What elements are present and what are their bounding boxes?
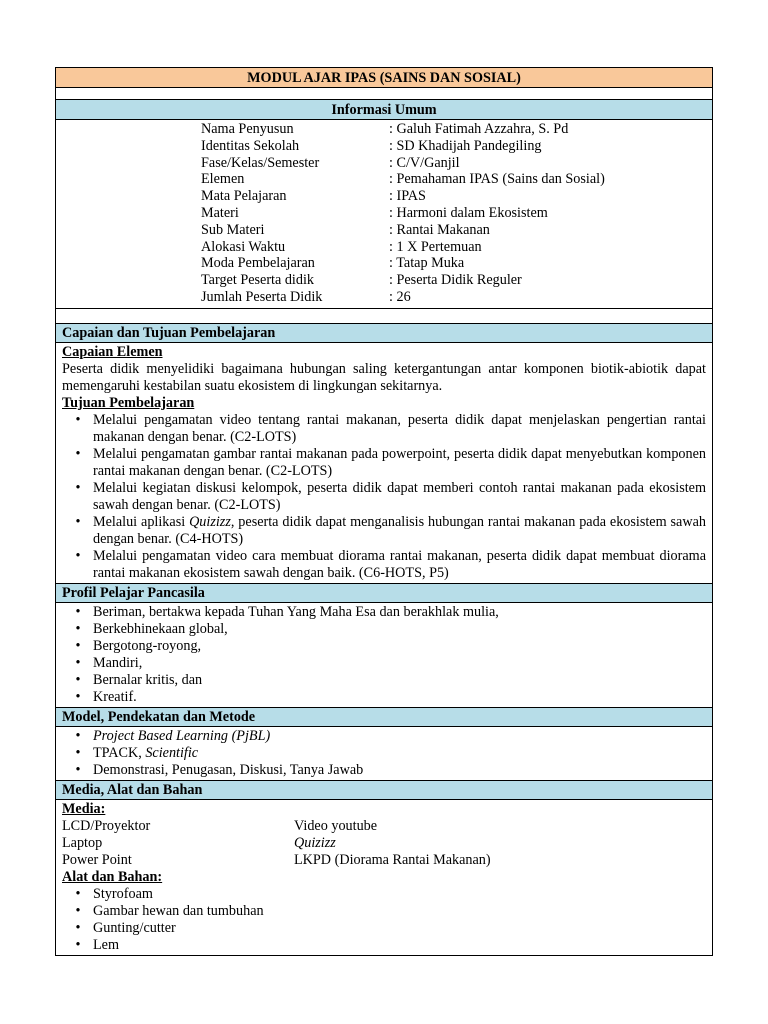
- list-item: • Berkebhinekaan global,: [62, 621, 706, 638]
- bullet-icon: •: [75, 936, 81, 953]
- tujuan-list: [62, 412, 706, 582]
- list-item: • Lem: [62, 937, 706, 954]
- list-item: • Demonstrasi, Penugasan, Diskusi, Tanya Jawab: [62, 762, 706, 779]
- tujuan-heading: Tujuan Pembelajaran: [62, 394, 195, 411]
- bullet-icon: •: [75, 727, 81, 744]
- info-value: : Rantai Makanan: [389, 221, 490, 238]
- spacer-row: [56, 88, 712, 100]
- info-key: Sub Materi: [201, 221, 265, 238]
- bullet-icon: •: [75, 603, 81, 620]
- list-item: • TPACK, Scientific: [62, 745, 706, 762]
- media-subheading: Media:: [62, 800, 106, 817]
- list-item: • Gunting/cutter: [62, 920, 706, 937]
- info-row: [56, 289, 712, 306]
- bullet-icon: •: [75, 654, 81, 671]
- info-value: : IPAS: [389, 188, 426, 205]
- media-item: LKPD (Diorama Rantai Makanan): [294, 851, 491, 868]
- info-value: : Peserta Didik Reguler: [389, 272, 522, 289]
- bullet-icon: •: [75, 671, 81, 688]
- info-row: [56, 222, 712, 239]
- bullet-icon: •: [75, 513, 81, 530]
- info-umum-heading: Informasi Umum: [56, 100, 712, 120]
- info-row: [56, 239, 712, 256]
- capaian-elemen-heading: Capaian Elemen: [62, 343, 163, 360]
- list-item: • Melalui pengamatan video cara membuat diorama rantai makanan, peserta didik dapat membuat diorama rantai makanan ekosistem sawah dengan baik. (C6-HOTS, P5): [62, 548, 706, 582]
- list-item: • Mandiri,: [62, 655, 706, 672]
- info-key: Mata Pelajaran: [201, 188, 287, 205]
- alat-bahan-list: [62, 886, 706, 954]
- bullet-icon: •: [75, 885, 81, 902]
- bullet-icon: •: [75, 688, 81, 705]
- info-value: : Galuh Fatimah Azzahra, S. Pd: [389, 121, 569, 137]
- list-item: • Kreatif.: [62, 689, 706, 706]
- media-item: Video youtube: [294, 817, 378, 834]
- info-value: : 1 X Pertemuan: [389, 238, 482, 255]
- spacer-row: [56, 309, 712, 324]
- info-value: : Tatap Muka: [389, 255, 465, 272]
- module-table: [55, 67, 713, 956]
- media-item: Quizizz: [294, 834, 336, 851]
- model-section: [56, 727, 712, 781]
- list-item: • Bergotong-royong,: [62, 638, 706, 655]
- alat-bahan-heading: Alat dan Bahan:: [62, 868, 163, 885]
- list-item: • Melalui pengamatan gambar rantai makanan pada powerpoint, peserta didik dapat menyebutkan komponen rantai makanan dengan benar. (C2-LOTS): [62, 446, 706, 480]
- info-value: : SD Khadijah Pandegiling: [389, 137, 542, 154]
- media-item: Laptop: [62, 834, 103, 851]
- info-key: Elemen: [201, 171, 245, 188]
- list-item: • Beriman, bertakwa kepada Tuhan Yang Maha Esa dan berakhlak mulia,: [62, 604, 706, 621]
- info-row: [56, 255, 712, 272]
- model-heading: Model, Pendekatan dan Metode: [56, 708, 712, 727]
- media-heading: Media, Alat dan Bahan: [56, 781, 712, 800]
- capaian-section: [56, 343, 712, 584]
- info-key: Moda Pembelajaran: [201, 255, 315, 272]
- info-row: [56, 188, 712, 205]
- bullet-icon: •: [75, 547, 81, 564]
- profil-list: [62, 604, 706, 706]
- bullet-icon: •: [75, 620, 81, 637]
- info-key: Fase/Kelas/Semester: [201, 154, 320, 171]
- info-key: Target Peserta didik: [201, 272, 315, 289]
- info-value: : 26: [389, 288, 411, 305]
- module-title: MODUL AJAR IPAS (SAINS DAN SOSIAL): [56, 68, 712, 88]
- list-item: • Melalui kegiatan diskusi kelompok, peserta didik dapat memberi contoh rantai makanan pada ekosistem sawah dengan benar. (C2-LOTS): [62, 480, 706, 514]
- info-key: Alokasi Waktu: [201, 238, 286, 255]
- info-key: Identitas Sekolah: [201, 137, 300, 154]
- profil-section: [56, 603, 712, 708]
- profil-heading: Profil Pelajar Pancasila: [56, 584, 712, 603]
- info-row: [56, 155, 712, 172]
- info-value: : C/V/Ganjil: [389, 154, 460, 171]
- bullet-icon: •: [75, 411, 81, 428]
- info-row: [56, 171, 712, 188]
- bullet-icon: •: [75, 919, 81, 936]
- list-item: • Project Based Learning (PjBL): [62, 728, 706, 745]
- media-grid: [62, 818, 706, 869]
- info-value: : Harmoni dalam Ekosistem: [389, 204, 548, 221]
- bullet-icon: •: [75, 479, 81, 496]
- list-item: • Melalui aplikasi Quizizz, peserta didik dapat menganalisis hubungan rantai makanan pada ekosistem sawah dengan benar. (C4-HOTS): [62, 514, 706, 548]
- bullet-icon: •: [75, 637, 81, 654]
- list-item: • Melalui pengamatan video tentang rantai makanan, peserta didik dapat menjelaskan pengertian rantai makanan dengan benar. (C2-LOTS): [62, 412, 706, 446]
- media-section: [56, 800, 712, 955]
- list-item: • Styrofoam: [62, 886, 706, 903]
- info-key: Jumlah Peserta Didik: [201, 288, 323, 305]
- info-row: [56, 205, 712, 222]
- info-umum-table: [56, 120, 712, 309]
- media-item: Power Point: [62, 851, 132, 868]
- bullet-icon: •: [75, 902, 81, 919]
- bullet-icon: •: [75, 761, 81, 778]
- info-key: Nama Penyusun: [201, 121, 294, 137]
- info-row: [56, 138, 712, 155]
- info-row: [56, 121, 712, 138]
- info-row: [56, 272, 712, 289]
- info-value: : Pemahaman IPAS (Sains dan Sosial): [389, 171, 605, 188]
- capaian-heading: Capaian dan Tujuan Pembelajaran: [56, 324, 712, 343]
- list-item: • Bernalar kritis, dan: [62, 672, 706, 689]
- model-list: [62, 728, 706, 779]
- info-key: Materi: [201, 204, 239, 221]
- bullet-icon: •: [75, 445, 81, 462]
- media-item: LCD/Proyektor: [62, 817, 151, 834]
- capaian-elemen-text: Peserta didik menyelidiki bagaimana hubungan saling ketergantungan antar komponen biotik-abiotik dapat memengaruhi kestabilan suatu ekosistem di lingkungan sekitarnya.: [62, 360, 706, 394]
- bullet-icon: •: [75, 744, 81, 761]
- list-item: • Gambar hewan dan tumbuhan: [62, 903, 706, 920]
